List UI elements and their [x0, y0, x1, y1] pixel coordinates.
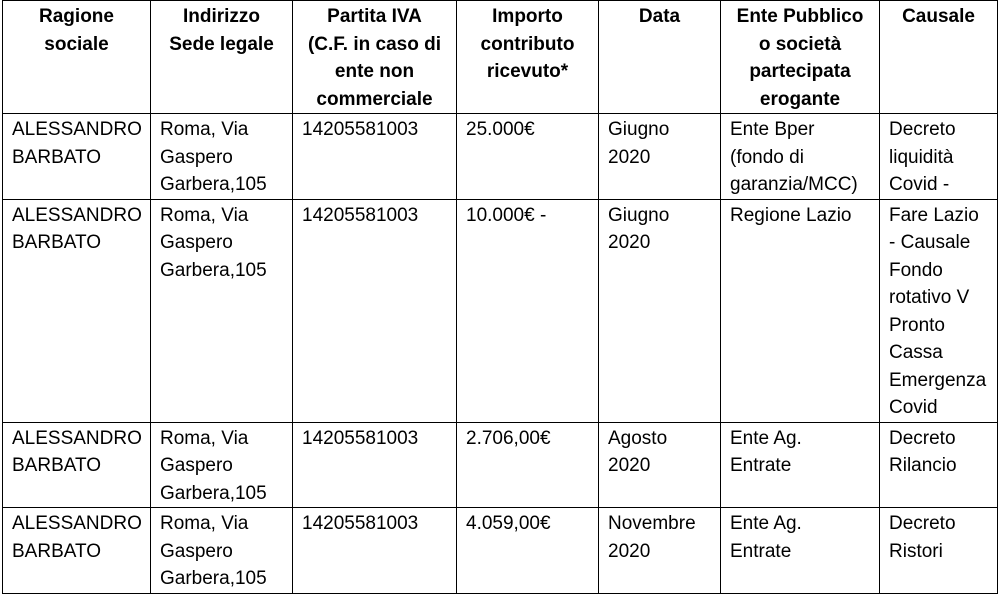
cell-indirizzo: Roma, Via Gaspero Garbera,105	[151, 422, 293, 508]
table-row	[3, 199, 998, 422]
table-row	[3, 508, 998, 594]
cell-causale: Decreto Rilancio	[880, 422, 998, 508]
header-causale: Causale	[880, 1, 998, 114]
header-data: Data	[599, 1, 721, 114]
cell-causale: Decreto liquidità Covid -	[880, 114, 998, 200]
cell-indirizzo: Roma, Via Gaspero Garbera,105	[151, 114, 293, 200]
cell-ragione-sociale: ALESSANDRO BARBATO	[3, 508, 151, 594]
cell-ente: Ente Ag. Entrate	[721, 508, 880, 594]
cell-causale: Fare Lazio - Causale Fondo rotativo V Pronto Cassa Emergenza Covid	[880, 199, 998, 422]
cell-ente: Ente Ag. Entrate	[721, 422, 880, 508]
contributions-table	[2, 0, 998, 594]
header-ragione-sociale: Ragione sociale	[3, 1, 151, 114]
header-partita-iva: Partita IVA (C.F. in caso di ente non commerciale	[293, 1, 457, 114]
header-indirizzo: Indirizzo Sede legale	[151, 1, 293, 114]
cell-ente: Regione Lazio	[721, 199, 880, 422]
cell-data: Giugno 2020	[599, 114, 721, 200]
cell-ragione-sociale: ALESSANDRO BARBATO	[3, 199, 151, 422]
cell-ragione-sociale: ALESSANDRO BARBATO	[3, 422, 151, 508]
cell-data: Novembre 2020	[599, 508, 721, 594]
cell-importo: 2.706,00€	[457, 422, 599, 508]
cell-importo: 10.000€ -	[457, 199, 599, 422]
cell-indirizzo: Roma, Via Gaspero Garbera,105	[151, 508, 293, 594]
cell-causale: Decreto Ristori	[880, 508, 998, 594]
header-row	[3, 1, 998, 114]
header-ente: Ente Pubblico o società partecipata erogante	[721, 1, 880, 114]
header-importo: Importo contributo ricevuto*	[457, 1, 599, 114]
cell-partita-iva: 14205581003	[293, 508, 457, 594]
table-row	[3, 422, 998, 508]
cell-importo: 25.000€	[457, 114, 599, 200]
cell-partita-iva: 14205581003	[293, 422, 457, 508]
cell-indirizzo: Roma, Via Gaspero Garbera,105	[151, 199, 293, 422]
cell-data: Agosto 2020	[599, 422, 721, 508]
cell-partita-iva: 14205581003	[293, 199, 457, 422]
cell-ente: Ente Bper (fondo di garanzia/MCC)	[721, 114, 880, 200]
cell-partita-iva: 14205581003	[293, 114, 457, 200]
table-row	[3, 114, 998, 200]
cell-importo: 4.059,00€	[457, 508, 599, 594]
cell-ragione-sociale: ALESSANDRO BARBATO	[3, 114, 151, 200]
cell-data: Giugno 2020	[599, 199, 721, 422]
